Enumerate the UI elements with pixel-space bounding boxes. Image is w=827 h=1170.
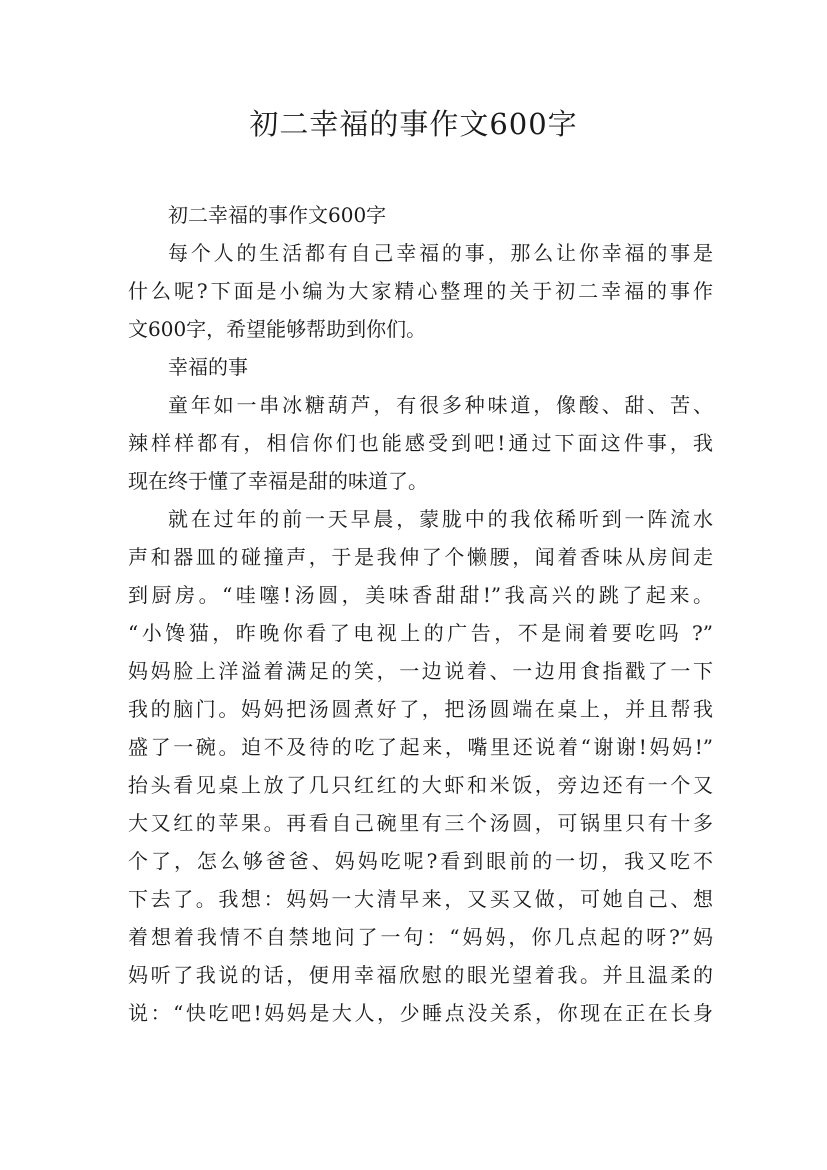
text-line: 就在过年的前一天早晨，蒙胧中的我依稀听到一阵流水 bbox=[168, 507, 713, 531]
text-line: 盛了一碗。迫不及待的吃了起来，嘴里还说着“谢谢!妈妈!” bbox=[128, 735, 713, 759]
text-line: “小馋猫，昨晚你看了电视上的广告，不是闹着要吃吗 ?” bbox=[128, 621, 713, 645]
article-body bbox=[128, 196, 713, 1032]
text-line: 大又红的苹果。再看自己碗里有三个汤圆，可锅里只有十多 bbox=[128, 811, 713, 835]
text-line: 每个人的生活都有自己幸福的事，那么让你幸福的事是 bbox=[168, 241, 713, 265]
text-line: 妈听了我说的话，便用幸福欣慰的眼光望着我。并且温柔的 bbox=[128, 963, 713, 987]
text-line: 初二幸福的事作文600字 bbox=[168, 203, 387, 227]
text-line: 幸福的事 bbox=[168, 355, 248, 379]
text-line: 文600字，希望能够帮助到你们。 bbox=[128, 317, 427, 341]
document-title: 初二幸福的事作文600字 bbox=[249, 107, 578, 141]
text-line: 说：“快吃吧!妈妈是大人，少睡点没关系，你现在正在长身 bbox=[128, 1001, 713, 1025]
text-line: 童年如一串冰糖葫芦，有很多种味道，像酸、甜、苦、 bbox=[168, 393, 713, 417]
text-line: 声和器皿的碰撞声，于是我伸了个懒腰，闻着香味从房间走 bbox=[128, 545, 713, 569]
text-line: 辣样样都有，相信你们也能感受到吧!通过下面这件事，我 bbox=[128, 431, 713, 455]
text-line: 我的脑门。妈妈把汤圆煮好了，把汤圆端在桌上，并且帮我 bbox=[128, 697, 713, 721]
text-line: 抬头看见桌上放了几只红红的大虾和米饭，旁边还有一个又 bbox=[128, 773, 713, 797]
text-line: 妈妈脸上洋溢着满足的笑，一边说着、一边用食指戳了一下 bbox=[128, 659, 713, 683]
text-line: 下去了。我想：妈妈一大清早来，又买又做，可她自己、想 bbox=[128, 887, 713, 911]
text-line: 到厨房。“哇噻!汤圆，美味香甜甜!”我高兴的跳了起来。 bbox=[128, 583, 713, 607]
text-line: 个了，怎么够爸爸、妈妈吃呢?看到眼前的一切，我又吃不 bbox=[128, 849, 713, 873]
text-line: 现在终于懂了幸福是甜的味道了。 bbox=[128, 469, 428, 493]
text-line: 什么呢?下面是小编为大家精心整理的关于初二幸福的事作 bbox=[128, 279, 713, 303]
text-line: 着想着我情不自禁地问了一句：“妈妈，你几点起的呀?”妈 bbox=[128, 925, 713, 949]
